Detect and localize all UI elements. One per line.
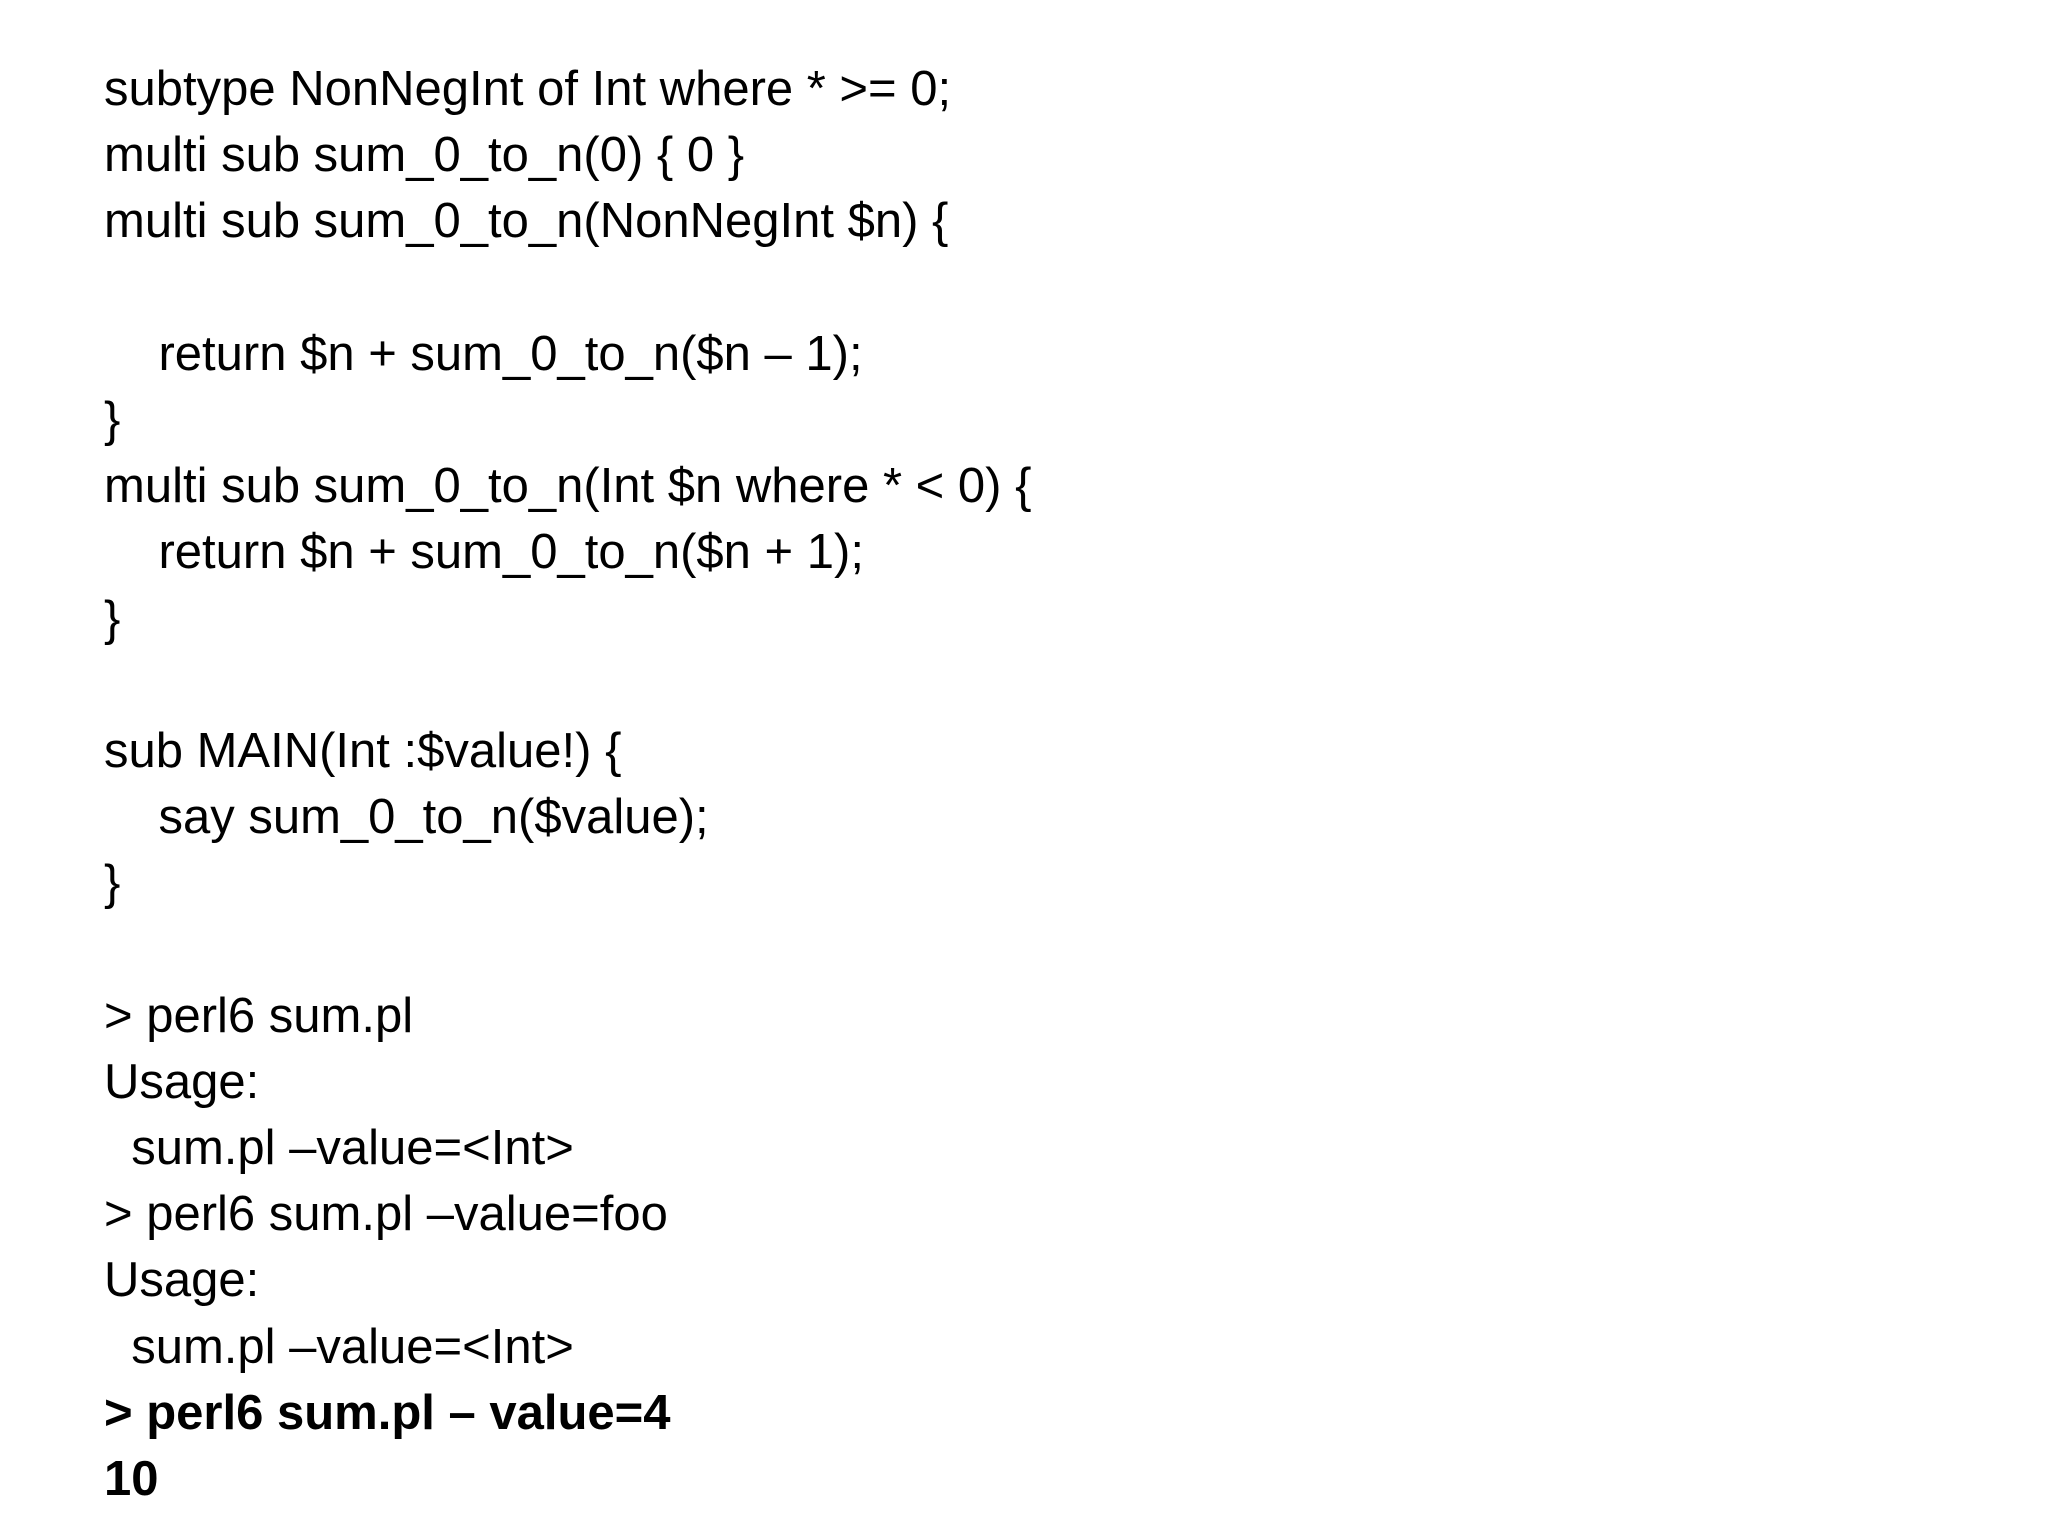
code-listing: [104, 56, 1031, 1512]
terminal-output: Usage:: [104, 1253, 260, 1308]
terminal-command: > perl6 sum.pl: [104, 988, 414, 1043]
code-line: multi sub sum_0_to_n(Int $n where * < 0) {: [104, 459, 1032, 514]
code-line: }: [104, 856, 121, 911]
blank-line: [104, 916, 1031, 982]
terminal-command-highlight: > perl6 sum.pl – value=4: [104, 1385, 671, 1440]
code-line: sub MAIN(Int :$value!) {: [104, 723, 622, 778]
code-line: multi sub sum_0_to_n(NonNegInt $n) {: [104, 194, 949, 249]
terminal-result-highlight: 10: [104, 1451, 159, 1506]
terminal-output: sum.pl –value=<Int>: [104, 1319, 574, 1374]
terminal-output: sum.pl –value=<Int>: [104, 1121, 574, 1175]
code-line: subtype NonNegInt of Int where * >= 0;: [104, 62, 952, 116]
terminal-output: Usage:: [104, 1054, 260, 1109]
terminal-command: > perl6 sum.pl –value=foo: [104, 1187, 668, 1242]
code-line: return $n + sum_0_to_n($n + 1);: [104, 525, 864, 580]
blank-line: [104, 255, 1031, 321]
code-line: return $n + sum_0_to_n($n – 1);: [104, 326, 863, 381]
code-line: say sum_0_to_n($value);: [104, 790, 709, 845]
code-line: multi sub sum_0_to_n(0) { 0 }: [104, 128, 745, 183]
code-line: }: [104, 392, 121, 447]
code-line: }: [104, 591, 121, 646]
blank-line: [104, 652, 1031, 718]
